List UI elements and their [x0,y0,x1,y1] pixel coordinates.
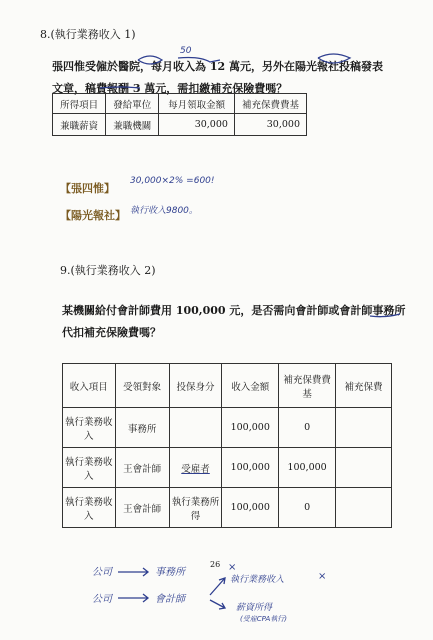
handwritten-text: 事務所 [155,567,185,578]
arrow-icon [210,578,225,595]
handwritten-text: 執行業務收入 [230,575,285,585]
section8-question-line1: 張四惟受僱於醫院，每月收入為 12 萬元，另外在陽光報社投稿發表 [52,60,383,73]
section9-question-line2: 代扣補充保險費嗎？ [62,326,161,339]
table-cell: 執行業務收入 [63,448,116,488]
table-cell: 100,000 [222,448,279,488]
table-header-cell: 收入項目 [63,364,116,408]
table-cell: 王會計師 [115,448,169,488]
answer-label: 【張四惟】 [60,182,115,195]
section8-question-line2: 文章，稿費報酬 3 萬元，需扣繳補充保險費嗎？ [52,82,288,95]
handwritten-text: × [318,571,327,582]
table-cell: 100,000 [279,448,336,488]
section9-question-line1: 某機關給付會計師費用 100,000 元，是否需向會計師或會計師事務所 [62,304,406,317]
table-cell: 執行業務所得 [169,488,222,528]
table-cell: 執行業務收入 [63,408,116,448]
table-header-cell: 投保身分 [169,364,222,408]
table-header-cell: 所得項目 [53,94,106,114]
handwritten-note: 執行收入9800。 [130,206,198,216]
table-header-cell: 受領對象 [115,364,169,408]
pen-underline [370,314,400,317]
table-cell: 兼職薪資 [53,114,106,136]
answer-label: 【陽光報社】 [60,209,126,222]
handwritten-text: × [228,562,237,573]
table-header-cell: 收入金額 [222,364,279,408]
table-cell: 30,000 [234,114,306,136]
table-cell: 0 [279,488,336,528]
table-header-cell: 補充保費 [336,364,392,408]
table-cell: 王會計師 [115,488,169,528]
handwritten-note: 30,000×2% =600! [130,176,215,186]
arrow-icon [210,600,225,609]
pen-underline [100,87,140,88]
arrow-icon [118,568,148,576]
handwritten-text: (受雇CPA執行) [240,615,288,623]
table-cell: 兼職機關 [106,114,159,136]
table-cell: 執行業務收入 [63,488,116,528]
table-cell: 0 [279,408,336,448]
handwritten-annotation: 50 [180,46,192,56]
table-header-cell: 每月領取金額 [159,94,235,114]
arrow-icon [118,594,148,602]
table-cell: 100,000 [222,488,279,528]
pen-underline [178,58,220,63]
pen-circle [318,54,350,63]
table-header-cell: 發給單位 [106,94,159,114]
table-cell: 100,000 [222,408,279,448]
table-cell: 受雇者 [169,448,222,488]
section8-heading: 8.(執行業務收入 1) [40,28,136,41]
handwritten-text: 薪資所得 [236,603,273,613]
table-header-cell: 補充保費費基 [234,94,306,114]
page-number: 26 [210,560,221,569]
handwritten-text: 會計師 [155,594,185,605]
table-header-cell: 補充保費費基 [279,364,336,408]
handwritten-text: 公司 [92,567,112,578]
handwritten-text: 公司 [92,594,112,605]
table-cell: 事務所 [115,408,169,448]
table-cell: 30,000 [159,114,235,136]
section9-heading: 9.(執行業務收入 2) [60,264,156,277]
pen-circle [138,56,162,64]
